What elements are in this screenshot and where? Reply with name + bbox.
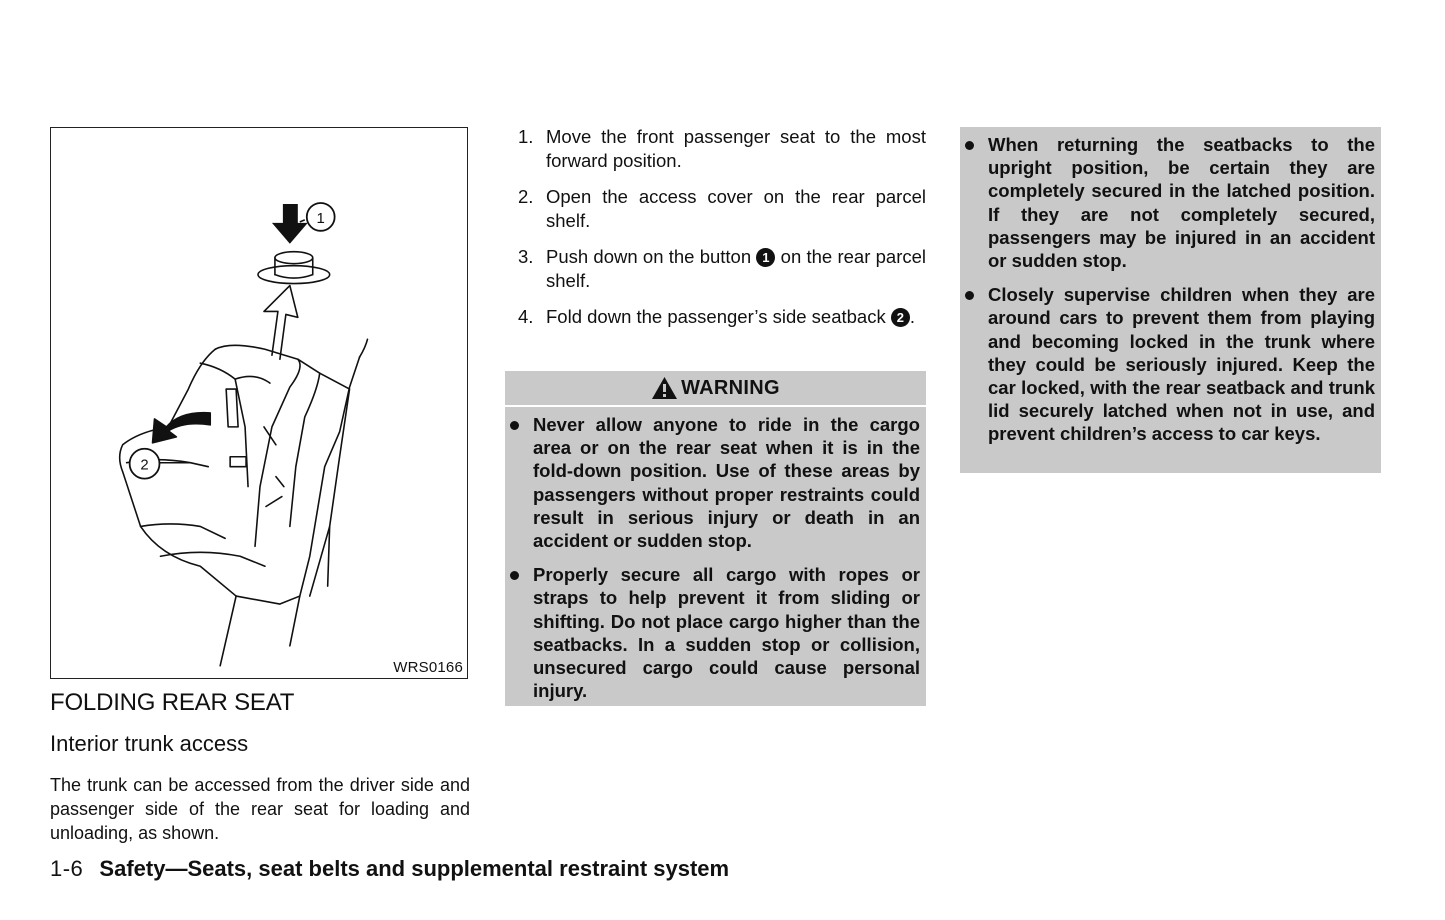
- step-text: Open the access cover on the rear parcel shelf.: [546, 186, 926, 231]
- intro-paragraph: The trunk can be accessed from the driver side and passenger side of the rear seat for loading and unloading, as shown.: [50, 775, 470, 843]
- callout-2: 2: [140, 456, 149, 474]
- step-item: [506, 305, 926, 329]
- warning-item: Properly secure all cargo with ropes or straps to help prevent it from sliding or shifting. Do not place cargo higher than the seatbacks. In a sudden stop or collision, unsecured cargo could cause personal injury.: [505, 563, 920, 702]
- step-text: Fold down the passenger’s side seatback: [546, 306, 886, 327]
- step-text: on the rear parcel shelf.: [546, 246, 927, 291]
- step-text: Push down on the button: [546, 246, 752, 267]
- warning-triangle-icon: [651, 376, 678, 400]
- step-item: [506, 185, 926, 233]
- page-footer: [50, 856, 729, 882]
- rear-seat-illustration: [50, 127, 468, 679]
- step-number: 1.: [518, 126, 534, 147]
- step-text: .: [909, 306, 916, 327]
- caution-item: When returning the seatbacks to the upright position, be certain they are completely secured in the latched position. If they are not completely secured, passengers may be injured in an accident or sudden stop.: [960, 133, 1375, 272]
- step-item: [506, 125, 926, 173]
- step-number: 3.: [518, 246, 534, 267]
- rear-seat-drawing: [51, 128, 467, 678]
- callout-ref-2: 2: [891, 308, 910, 327]
- warning-item: Never allow anyone to ride in the cargo area or on the rear seat when it is in the fold-down position. Use of these areas by passengers without proper restraints could result in serious injury or death in an accident or sudden stop.: [505, 413, 920, 552]
- caution-box: [960, 127, 1381, 473]
- step-number: 4.: [518, 306, 534, 327]
- warning-box: [505, 371, 926, 706]
- warning-list: [505, 407, 926, 702]
- step-item: [506, 245, 926, 293]
- warning-heading: WARNING: [681, 376, 780, 399]
- caution-item: Closely supervise children when they are around cars to prevent them from playing and becoming locked in the trunk where they could be seriously injured. Keep the car locked, with the rear seatback and trunk lid securely latched when not in use, and prevent children’s access to car keys.: [960, 283, 1375, 445]
- step-number: 2.: [518, 186, 534, 207]
- page-number: 1-6: [50, 856, 84, 881]
- callout-1: 1: [316, 209, 325, 227]
- procedure-steps: [506, 125, 926, 341]
- section-title: FOLDING REAR SEAT: [50, 689, 295, 716]
- subsection-title: Interior trunk access: [50, 731, 249, 756]
- caution-list: [960, 133, 1375, 446]
- chapter-title: Safety—Seats, seat belts and supplemental restraint system: [99, 856, 730, 881]
- figure-code: WRS0166: [393, 659, 463, 676]
- warning-header: [505, 371, 926, 407]
- step-text: Move the front passenger seat to the most forward position.: [546, 126, 926, 171]
- callout-ref-1: 1: [756, 248, 775, 267]
